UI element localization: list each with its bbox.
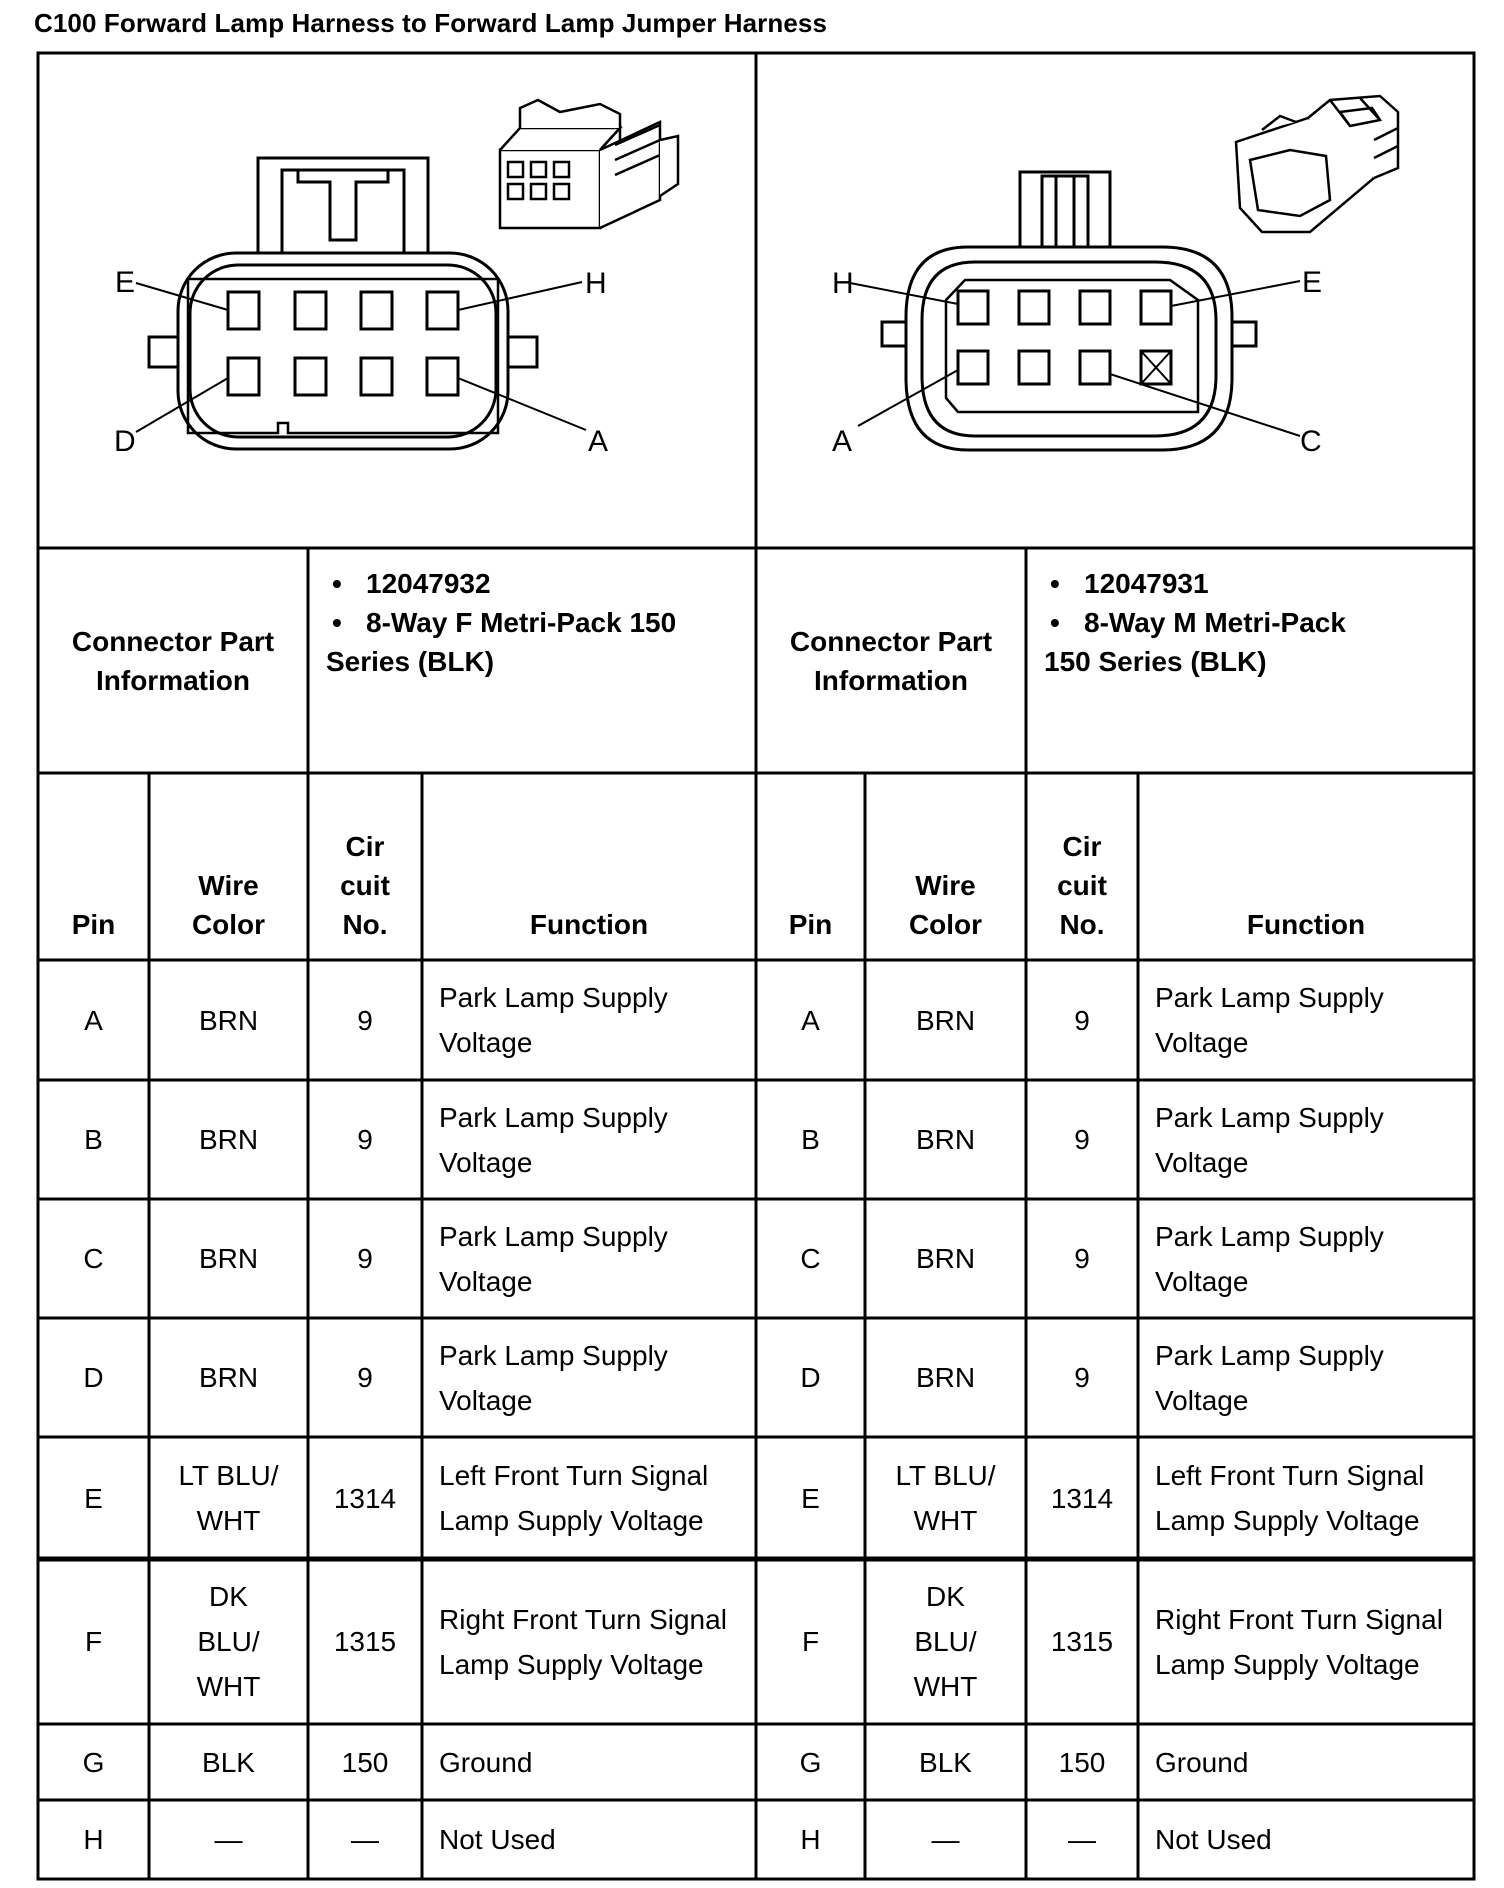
connector-part-info-left [326,564,676,681]
pin-cell: F [801,1626,820,1657]
wire-color-cell: LT BLU/ WHT [178,1460,279,1536]
part-type-line: • 8-Way F Metri-Pack 150 [332,607,677,638]
circuit-cell: 9 [357,1362,373,1393]
header-function-right: Function [1246,909,1366,940]
circuit-cell: 1314 [1050,1482,1114,1514]
circuit-cell: 150 [1058,1746,1106,1778]
function-cell: Park Lamp Supply Voltage [439,1339,668,1416]
function-cell: Ground [439,1746,533,1778]
pin-label-c-right: C [1300,425,1322,458]
header-wire-color-right: Wire Color [908,870,983,940]
pin-label-h-left: H [585,267,607,300]
pin-cell: C [800,1243,821,1274]
circuit-cell: 9 [1074,1124,1090,1155]
circuit-cell: — [1068,1824,1096,1855]
function-cell: Ground [1155,1746,1249,1778]
part-series-line: Series (BLK) [326,646,495,677]
wire-color-cell: LT BLU/ WHT [895,1460,996,1536]
pin-cell: H [800,1824,821,1855]
wire-color-cell: BRN [915,1243,976,1274]
function-cell: Park Lamp Supply Voltage [439,1101,668,1178]
wire-color-cell: — [931,1824,960,1855]
pin-label-a-left: A [588,425,609,458]
circuit-cell: 9 [1074,1243,1090,1274]
function-cell: Not Used [439,1824,556,1855]
function-cell: Park Lamp Supply Voltage [1155,1339,1384,1416]
part-series-line: 150 Series (BLK) [1044,646,1267,677]
pin-cell: F [84,1626,103,1657]
wire-color-cell: BLK [202,1746,255,1778]
wire-color-cell: DK BLU/ WHT [913,1581,978,1702]
function-cell: Not Used [1155,1824,1272,1855]
part-type-line: • 8-Way M Metri-Pack [1050,607,1346,638]
circuit-cell: 9 [357,1124,373,1155]
pin-cell: E [801,1482,820,1514]
pin-label-e-left: E [115,266,136,299]
function-cell: Park Lamp Supply Voltage [1155,1101,1384,1178]
page-title: C100 Forward Lamp Harness to Forward Lamp Jumper Harness [34,8,828,38]
wire-color-cell: BRN [198,1124,259,1155]
function-cell: Right Front Turn Signal Lamp Supply Voltage [1155,1603,1443,1680]
function-cell: Park Lamp Supply Voltage [439,982,668,1058]
function-cell: Park Lamp Supply Voltage [1155,982,1384,1058]
circuit-cell: — [351,1824,379,1855]
male-connector-face-icon [850,172,1300,450]
wire-color-cell: BRN [198,1243,259,1274]
connector-part-info-right [1044,564,1346,681]
header-circuit-left: Cir cuit No. [340,831,390,940]
pin-cell: A [84,1004,103,1036]
pin-label-e-right: E [1302,266,1323,299]
header-pin-left: Pin [71,909,116,940]
pin-cell: D [800,1362,821,1393]
wire-color-cell: BRN [198,1362,259,1393]
circuit-cell: 9 [1074,1362,1090,1393]
header-wire-color-left: Wire Color [191,870,266,940]
wire-color-cell: BRN [915,1124,976,1155]
pin-label-h-right: H [832,267,854,300]
wire-color-cell: BRN [198,1004,259,1036]
pin-label-a-right: A [832,425,853,458]
pin-cell: C [83,1243,104,1274]
pin-cell: G [82,1746,105,1778]
circuit-cell: 150 [341,1746,389,1778]
female-connector-3d-icon [500,100,678,228]
wire-color-cell: BRN [915,1362,976,1393]
header-circuit-right: Cir cuit No. [1057,831,1107,940]
circuit-cell: 1315 [333,1626,397,1657]
pin-cell: G [799,1746,822,1778]
function-cell: Left Front Turn Signal Lamp Supply Voltage [1155,1460,1425,1536]
pin-cell: H [83,1824,104,1855]
connector-info-label-left: Connector Part Information [71,625,275,696]
pin-cell: A [801,1004,820,1036]
circuit-cell: 9 [357,1243,373,1274]
function-cell: Left Front Turn Signal Lamp Supply Voltage [439,1460,709,1536]
wire-color-cell: DK BLU/ WHT [196,1581,261,1702]
pin-cell: E [84,1482,103,1514]
circuit-cell: 9 [357,1004,373,1036]
pin-label-d-left: D [114,425,136,458]
pin-cell: B [801,1124,820,1155]
part-number-line: • 12047931 [1050,568,1209,599]
header-function-left: Function [529,909,649,940]
wire-color-cell: — [214,1824,243,1855]
circuit-cell: 1315 [1050,1626,1114,1657]
circuit-cell: 9 [1074,1004,1090,1036]
wire-color-cell: BLK [919,1746,972,1778]
function-cell: Park Lamp Supply Voltage [1155,1220,1384,1297]
pin-cell: B [84,1124,103,1155]
wire-color-cell: BRN [915,1004,976,1036]
pin-cell: D [83,1362,104,1393]
function-cell: Right Front Turn Signal Lamp Supply Voltage [439,1603,727,1680]
male-connector-3d-icon [1236,96,1398,232]
function-cell: Park Lamp Supply Voltage [439,1220,668,1297]
circuit-cell: 1314 [333,1482,397,1514]
header-pin-right: Pin [788,909,833,940]
connector-info-label-right: Connector Part Information [789,625,993,696]
part-number-line: • 12047932 [332,568,491,599]
